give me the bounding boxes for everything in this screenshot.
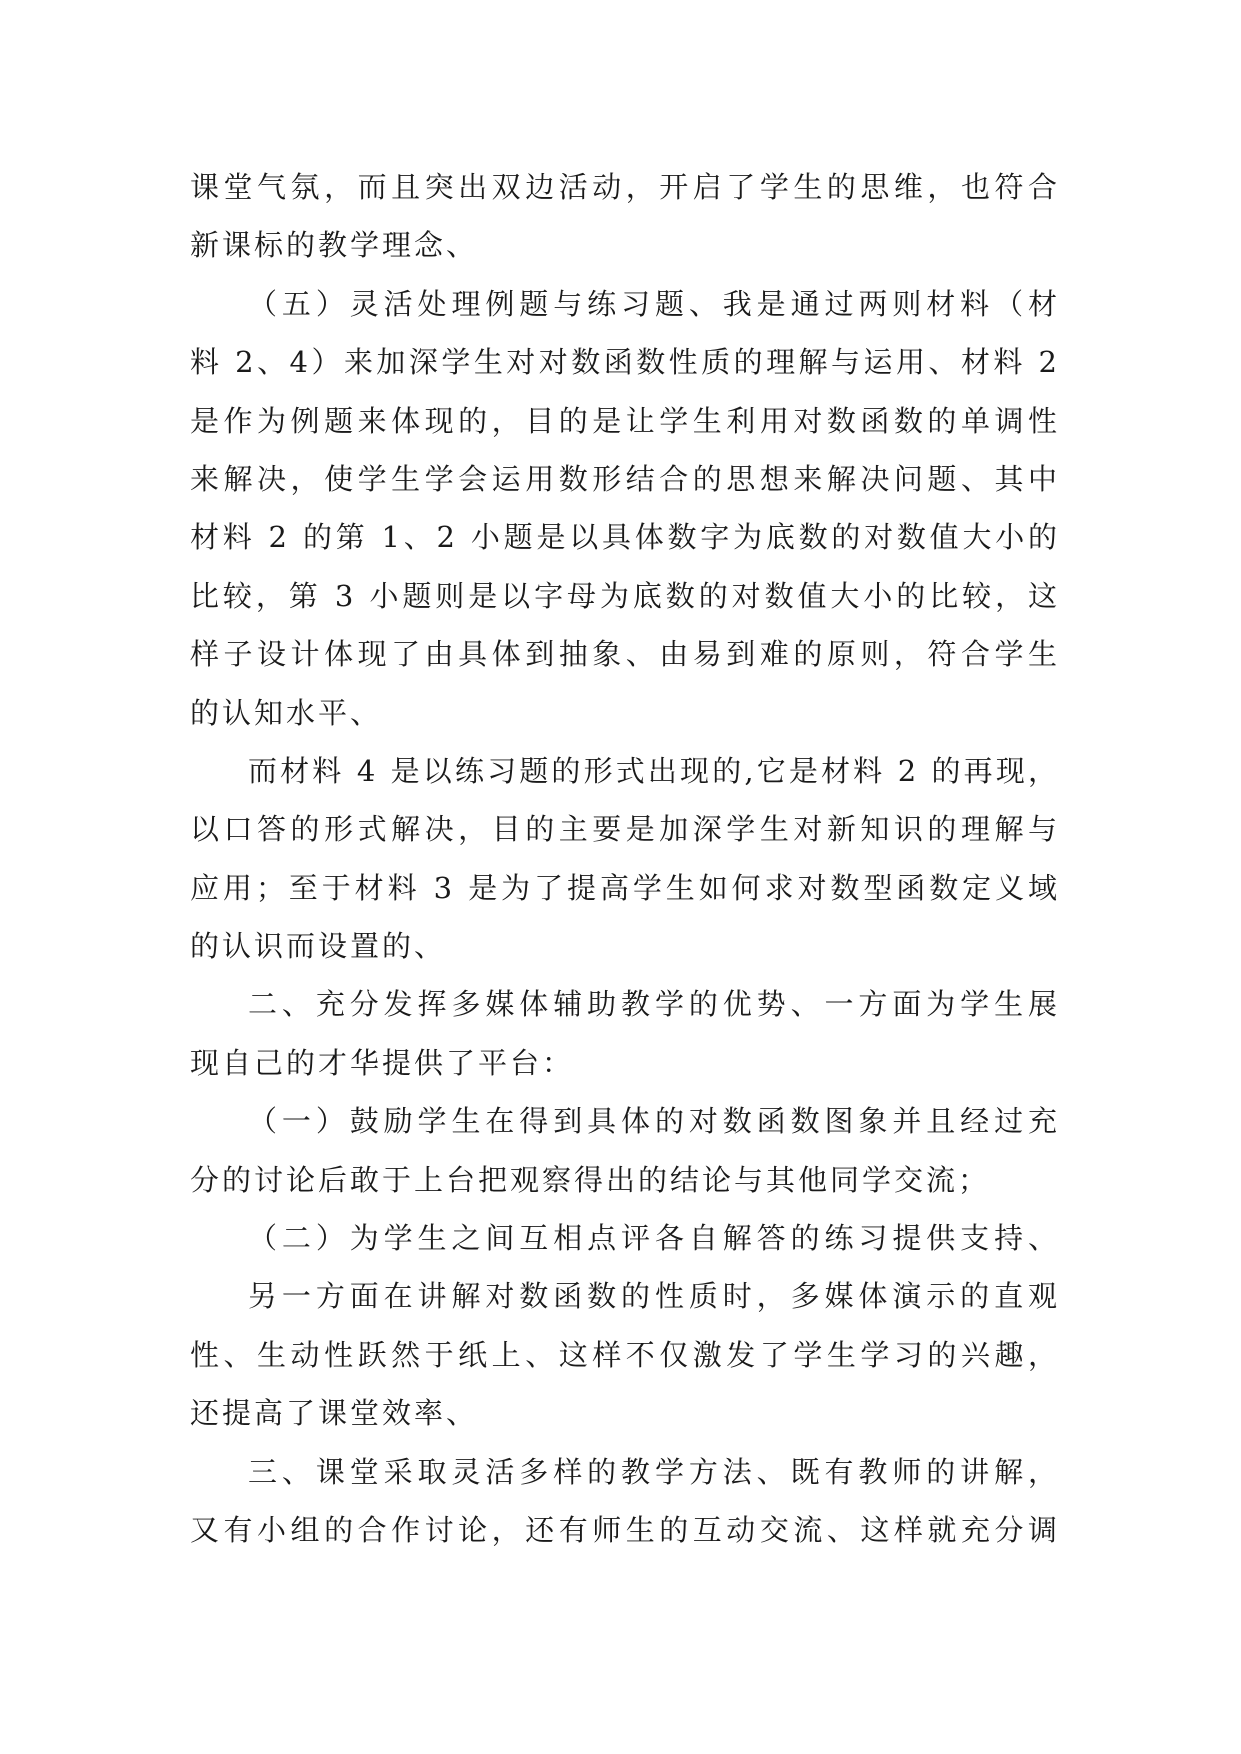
text-line: 新课标的教学理念、 bbox=[190, 228, 479, 263]
text-line: 三、课堂采取灵活多样的教学方法、既有教师的讲解， bbox=[248, 1454, 1060, 1489]
text-line: 的认知水平、 bbox=[190, 695, 383, 730]
text-line: 二、充分发挥多媒体辅助教学的优势、一方面为学生展 bbox=[248, 987, 1060, 1022]
text-line: 还提高了课堂效率、 bbox=[190, 1396, 479, 1431]
text-line: 另一方面在讲解对数函数的性质时，多媒体演示的直观 bbox=[248, 1279, 1060, 1314]
text-line: 性、生动性跃然于纸上、这样不仅激发了学生学习的兴趣， bbox=[190, 1337, 1060, 1372]
text-line: 的认识而设置的、 bbox=[190, 929, 447, 964]
text-line: 样子设计体现了由具体到抽象、由易到难的原则，符合学生 bbox=[190, 637, 1060, 672]
text-line: 现自己的才华提供了平台： bbox=[190, 1045, 575, 1080]
text-line: 分的讨论后敢于上台把观察得出的结论与其他同学交流； bbox=[190, 1162, 991, 1197]
text-line: 而材料 4 是以练习题的形式出现的,它是材料 2 的再现， bbox=[248, 753, 1060, 788]
text-line: 应用；至于材料 3 是为了提高学生如何求对数型函数定义域 bbox=[190, 870, 1060, 905]
text-line: 又有小组的合作讨论，还有师生的互动交流、这样就充分调 bbox=[190, 1512, 1060, 1547]
text-line: 以口答的形式解决，目的主要是加深学生对新知识的理解与 bbox=[190, 812, 1060, 847]
text-line: （五）灵活处理例题与练习题、我是通过两则材料（材 bbox=[248, 286, 1060, 321]
text-line: 是作为例题来体现的，目的是让学生利用对数函数的单调性 bbox=[190, 403, 1060, 438]
text-line: 课堂气氛，而且突出双边活动，开启了学生的思维，也符合 bbox=[190, 170, 1060, 204]
text-line: （二）为学生之间互相点评各自解答的练习提供支持、 bbox=[248, 1221, 1060, 1256]
text-line: 来解决，使学生学会运用数形结合的思想来解决问题、其中 bbox=[190, 461, 1060, 496]
text-line: 比较，第 3 小题则是以字母为底数的对数值大小的比较，这 bbox=[190, 578, 1060, 613]
text-line: 料 2、4）来加深学生对对数函数性质的理解与运用、材料 2 bbox=[190, 345, 1060, 380]
text-line: 材料 2 的第 1、2 小题是以具体数字为底数的对数值大小的 bbox=[190, 520, 1060, 555]
text-line: （一）鼓励学生在得到具体的对数函数图象并且经过充 bbox=[248, 1104, 1060, 1139]
body-text bbox=[190, 158, 1060, 1559]
